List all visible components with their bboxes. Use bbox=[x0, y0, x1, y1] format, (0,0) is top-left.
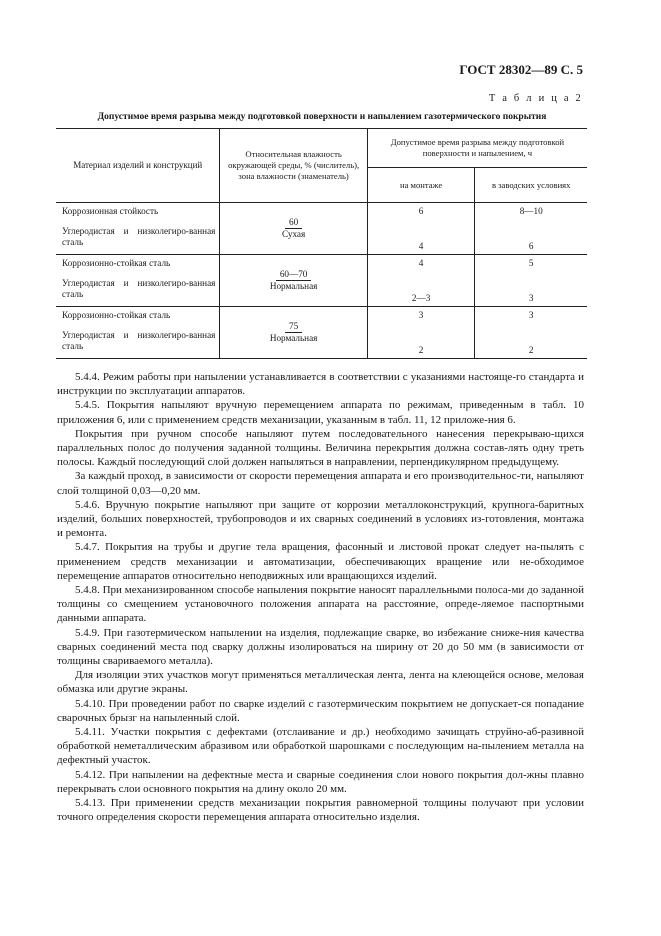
material-cell: Углеродистая и низколегиро-ванная сталь bbox=[62, 278, 216, 299]
paragraph: 5.4.8. При механизированном способе напыления покрытие наносят параллельными полоса-ми до заданной толщины со смещением установочного положения аппарата на расстояние, опреде-ляемое паспортными данными аппарата. bbox=[57, 584, 584, 625]
factory-cell: 3 bbox=[475, 272, 587, 307]
paragraph: 5.4.4. Режим работы при напылении устанавливается в соответствии с указаниями настояще-го стандарта и инструкции по эксплуатации аппаратов. bbox=[57, 371, 584, 398]
material-cell: Коррозионно-стойкая сталь bbox=[62, 258, 171, 268]
table-label: Т а б л и ц а 2 bbox=[488, 93, 583, 104]
on-site-cell: 4 bbox=[367, 220, 475, 255]
humidity-cell bbox=[220, 255, 367, 307]
material-cell: Углеродистая и низколегиро-ванная сталь bbox=[62, 226, 216, 247]
material-cell: Углеродистая и низколегиро-ванная сталь bbox=[62, 330, 216, 351]
material-cell: Коррозионно-стойкая сталь bbox=[62, 310, 171, 320]
paragraph: 5.4.5. Покрытия напыляют вручную перемещением аппарата по режимам, приведенным в табл. 10 приложения 6, или с применением средств механизации, указанным в табл. 11, 12 приложе-ния 6. bbox=[57, 399, 584, 426]
on-site-cell: 3 bbox=[367, 307, 475, 325]
paragraph: Покрытия при ручном способе напыляют путем последовательного нанесения перекрываю-щихся параллельных полос до получения заданной толщины. Величина перекрытия должна состав-лять одну треть полосы. Каждый последующий слой должен напыляться в направлении, перпендикулярном предыдущему. bbox=[57, 427, 584, 469]
on-site-cell: 6 bbox=[367, 203, 475, 221]
humidity-value: 60 bbox=[285, 217, 302, 229]
material-cell: Коррозионная стойкость bbox=[62, 206, 159, 216]
on-site-cell: 2 bbox=[367, 324, 475, 359]
factory-cell: 3 bbox=[475, 307, 587, 325]
col2-header: Относительная влажность окружающей среды, % (числитель), зона влажности (знаменатель) bbox=[220, 129, 367, 203]
humidity-value: 75 bbox=[285, 321, 302, 333]
page-header: ГОСТ 28302—89 С. 5 bbox=[459, 62, 583, 77]
table-row bbox=[56, 307, 587, 325]
paragraph: Для изоляции этих участков могут применяться металлическая лента, лента на клеющейся основе, меловая обмазка или другие экраны. bbox=[57, 669, 584, 696]
col4-header: в заводских условиях bbox=[475, 168, 587, 203]
factory-cell: 6 bbox=[475, 220, 587, 255]
factory-cell: 2 bbox=[475, 324, 587, 359]
factory-cell: 8—10 bbox=[475, 203, 587, 221]
col1-header: Материал изделий и конструкций bbox=[73, 160, 203, 170]
humidity-zone: Сухая bbox=[281, 229, 306, 239]
humidity-zone: Нормальная bbox=[269, 281, 318, 291]
humidity-zone: Нормальная bbox=[269, 333, 318, 343]
table-row bbox=[56, 255, 587, 273]
paragraph: 5.4.11. Участки покрытия с дефектами (отслаивание и др.) необходимо зачищать струйно-аб-разивной обработкой неметаллическим абразивом или обработкой шарошками с последующим на-пылением металла на дефектный участок. bbox=[57, 726, 584, 767]
col34-header: Допустимое время разрыва между подготовкой поверхности и напылением, ч bbox=[367, 129, 587, 168]
humidity-table bbox=[56, 128, 587, 359]
on-site-cell: 4 bbox=[367, 255, 475, 273]
paragraph: 5.4.6. Вручную покрытие напыляют при защите от коррозии металлоконструкций, крупнога-баритных изделий, больших поверхностей, трубопроводов и их сварных соединений в условиях из-готовления, монтажа и ремонта. bbox=[57, 498, 584, 540]
table-row bbox=[56, 203, 587, 221]
humidity-value: 60—70 bbox=[276, 269, 312, 281]
paragraph: 5.4.10. При проведении работ по сварке изделий с газотермическим покрытием не допускает-ся попадание сварочных брызг на напыленный слой. bbox=[57, 697, 584, 724]
body-text bbox=[57, 370, 584, 825]
paragraph: 5.4.13. При применении средств механизации покрытия равномерной толщины получают при условии точного определения скорости перемещения аппарата относительно изделия. bbox=[57, 797, 584, 824]
on-site-cell: 2—3 bbox=[367, 272, 475, 307]
factory-cell: 5 bbox=[475, 255, 587, 273]
paragraph: 5.4.7. Покрытия на трубы и другие тела вращения, фасонный и листовой прокат следует на-пылять с применением средств механизации и автоматизации, обеспечивающих вращение или не-обходимое перемещение аппаратов относительно неподвижных или вращающихся изделий. bbox=[57, 541, 584, 582]
col3-header: на монтаже bbox=[367, 168, 475, 203]
paragraph: 5.4.9. При газотермическом напылении на изделия, подлежащие сварке, во избежание сниже-ния качества сварных соединений места под сварку должны изолироваться на ширину от 20 до 50 мм (в зависимости от толщины свариваемого металла). bbox=[57, 626, 584, 668]
humidity-cell bbox=[220, 307, 367, 359]
humidity-cell bbox=[220, 203, 367, 255]
table-title: Допустимое время разрыва между подготовкой поверхности и напылением газотермического покрытия bbox=[97, 112, 547, 122]
paragraph: За каждый проход, в зависимости от скорости перемещения аппарата и его производительнос-ти, напыляют слой толщиной 0,03—0,20 мм. bbox=[57, 470, 584, 497]
paragraph: 5.4.12. При напылении на дефектные места и сварные соединения слои нового покрытия дол-жны плавно перекрывать слои основного покрытия на длину около 20 мм. bbox=[57, 768, 584, 795]
